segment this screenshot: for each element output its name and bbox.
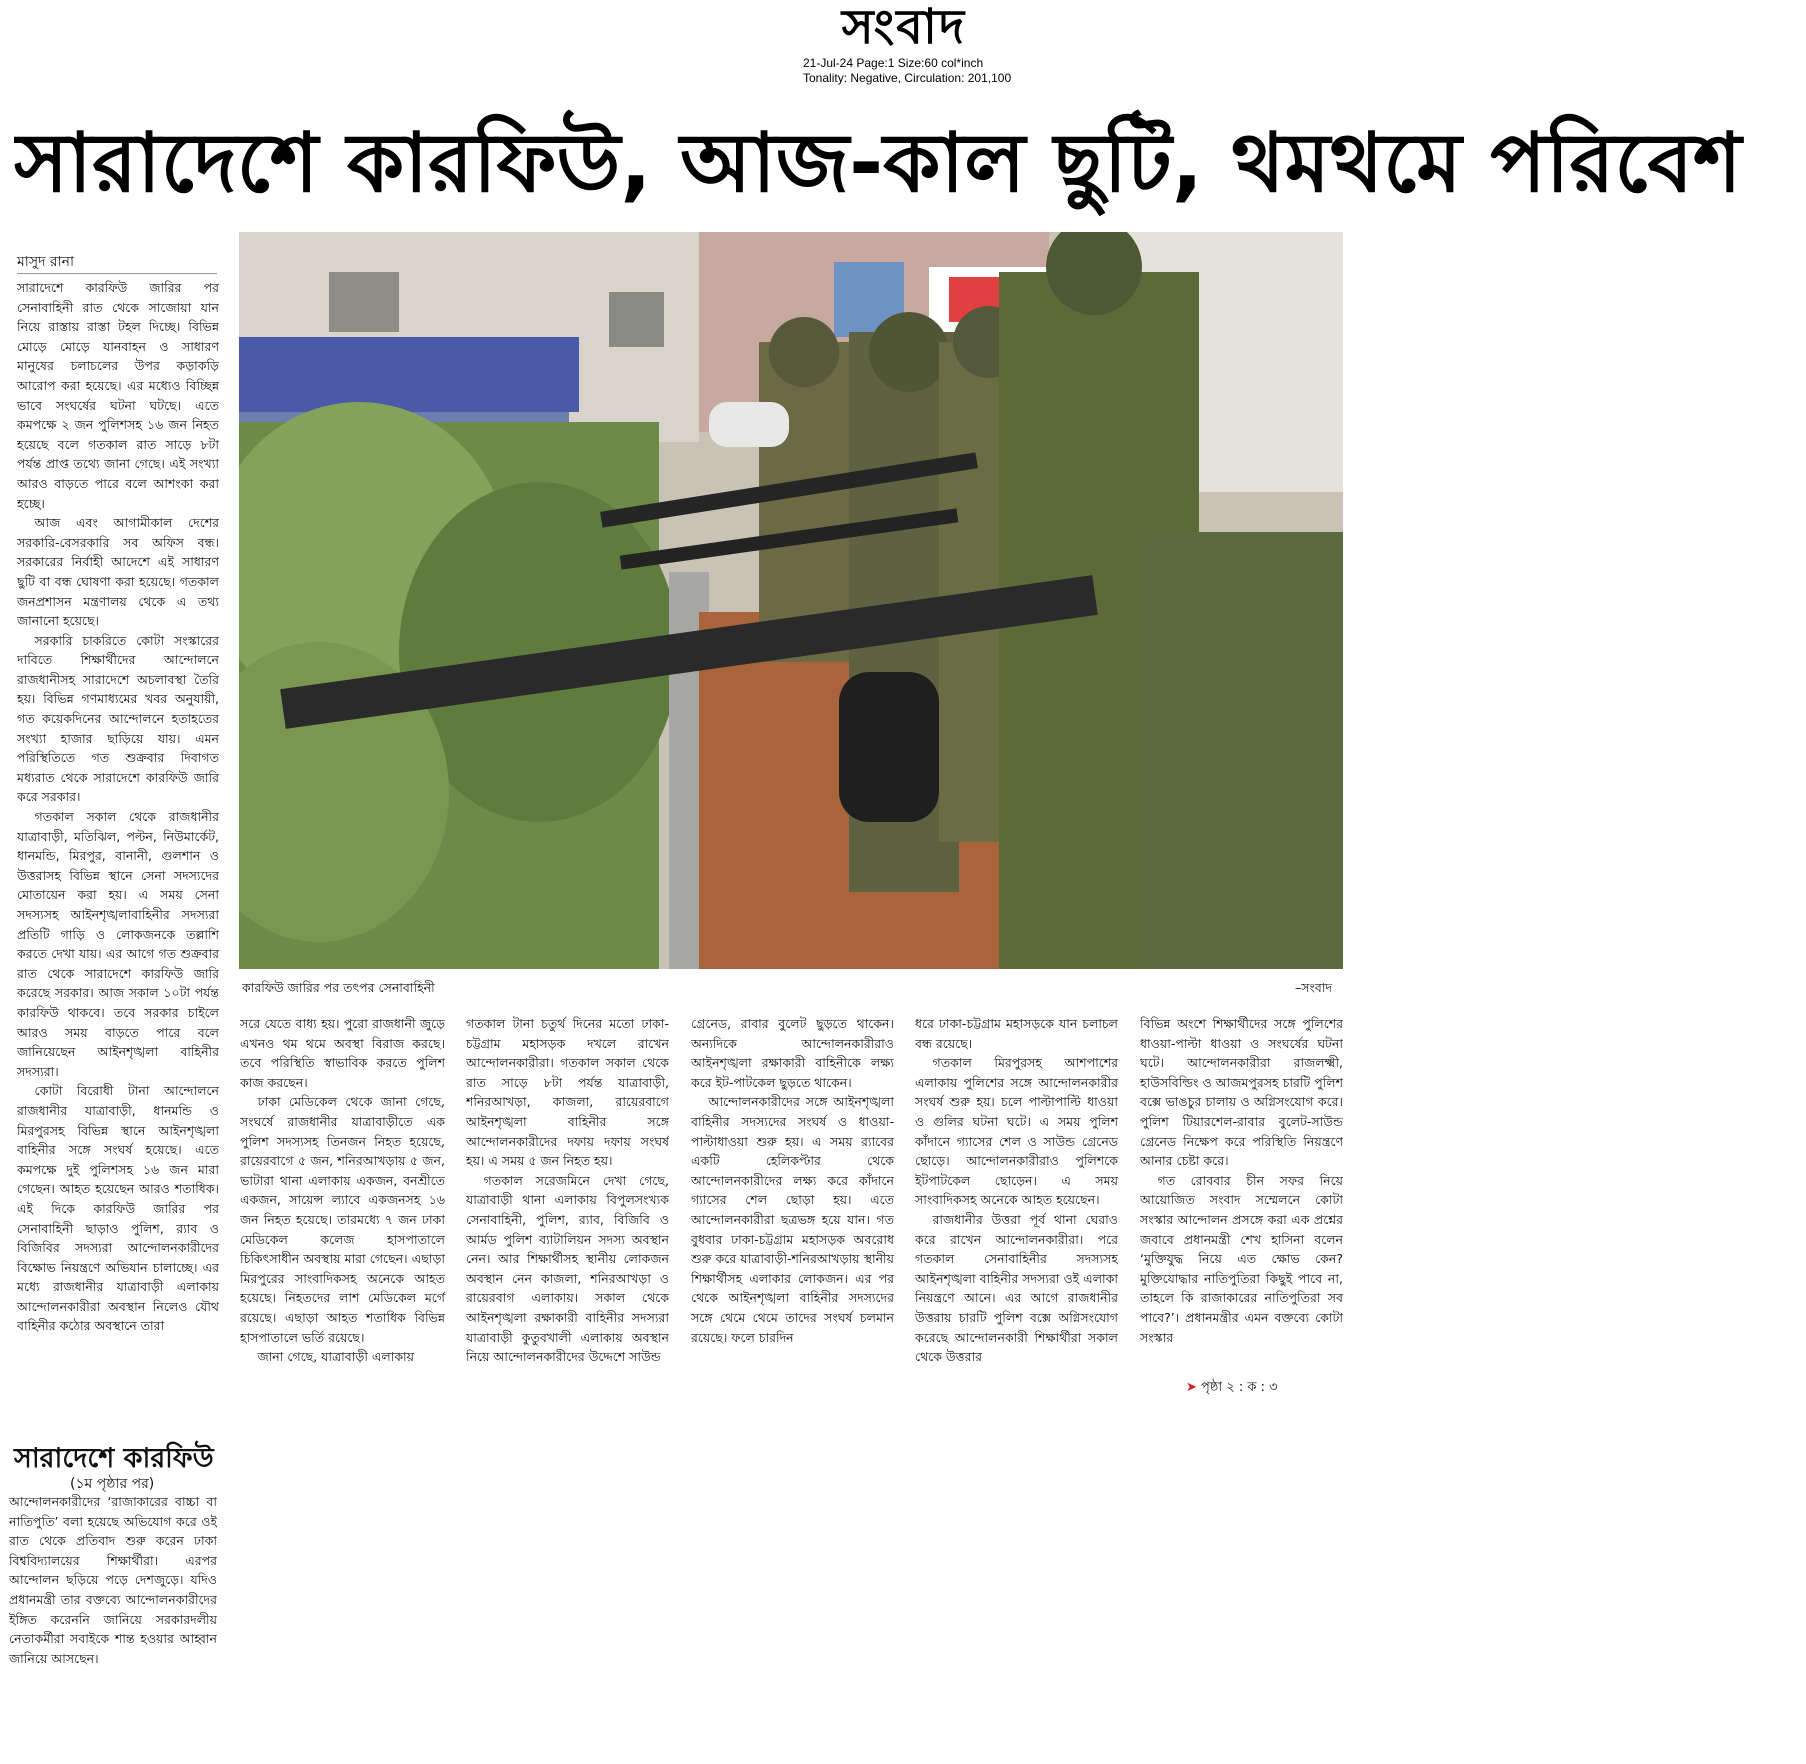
paragraph: ধরে ঢাকা-চট্টগ্রাম মহাসড়কে যান চলাচল বন্ধ রয়েছে।: [915, 1016, 1118, 1051]
news-photo-soldiers: [239, 232, 1343, 969]
paragraph: গতকাল টানা চতুর্থ দিনের মতো ঢাকা-চট্টগ্রাম মহাসড়ক দখলে রাখেন আন্দোলনকারীরা। গতকাল সকাল থেকে রাত সাড়ে ৮টা পর্যন্ত যাত্রাবাড়ী, শনিরআখড়া, কাজলা, রায়েরবাগে আইনশৃঙ্খলা বাহিনীর সঙ্গে আন্দোলনকারীদের দফায় দফায় সংঘর্ষ হয়। এ সময় ৫ জন নিহত হয়।: [466, 1016, 669, 1169]
arrow-right-icon: ➤: [1186, 1380, 1197, 1395]
paragraph: সারাদেশে কারফিউ জারির পর সেনাবাহিনী রাত থেকে সাজোয়া যান নিয়ে রাস্তায় রাস্তা টহল দিচ্ছে। বিভিন্ন মোড়ে মোড়ে যানবাহন ও সাধারণ মানুষের চলাচলের উপর কড়াকড়ি আরোপ করা হয়েছে। এর মধ্যেও বিচ্ছিন্ন ভাবে সংঘর্ষের ঘটনা ঘটছে। এতে কমপক্ষে ২ জন পুলিশসহ ১৬ জন নিহত হয়েছে বলে গতকাল রাত সাড়ে ৮টা পর্যন্ত প্রাপ্ত তথ্যে জানা গেছে। এই সংখ্যা আরও বাড়তে পারে বলে আশংকা করা হচ্ছে।: [17, 280, 219, 511]
continued-on-label: পৃষ্ঠা ২ : ক : ৩: [1201, 1380, 1278, 1395]
continued-on-link[interactable]: [1186, 1378, 1278, 1399]
paragraph: গ্রেনেড, রাবার বুলেট ছুড়তে থাকেন। অন্যদিকে আন্দোলনকারীরাও আইনশৃঙ্খলা রক্ষাকারী বাহিনীকে লক্ষ্য করে ইট-পাটকেল ছুড়তে থাকেন।: [691, 1016, 894, 1090]
paragraph: গতকাল সরেজমিনে দেখা গেছে, যাত্রাবাড়ী থানা এলাকায় বিপুলসংখ্যক সেনাবাহিনী, পুলিশ, র‌্যাব, বিজিবি ও আর্মড পুলিশ ব্যাটালিয়ন সদস্য অবস্থান নেন। আর শিক্ষার্থীসহ স্থানীয় লোকজন অবস্থান নেন কাজলা, শনিরআখড়া ও রায়েরবাগ এলাকায়। সকাল থেকে আইনশৃঙ্খলা রক্ষাকারী বাহিনীর সদস্যরা যাত্রাবাড়ী কুতুবখালী এলাকায় অবস্থান নিয়ে আন্দোলনকারীদের উদ্দেশে সাউন্ড: [466, 1172, 669, 1365]
paragraph: গতকাল সকাল থেকে রাজধানীর যাত্রাবাড়ী, মতিঝিল, পল্টন, নিউমার্কেট, ধানমন্ডি, মিরপুর, বানানী, গুলশান ও উত্তরাসহ বিভিন্ন স্থানে সেনা সদস্যদের মোতায়েন করা হয়। এ সময় সেনা সদস্যসহ আইনশৃঙ্খলাবাহিনীর সদস্যরা প্রতিটি গাড়ি ও লোকজনকে তল্লাশি করতে দেখা যায়। এর আগে গত শুক্রবার রাত থেকে সারাদেশে কারফিউ জারি করেছে সরকার। আজ সকাল ১০টা পর্যন্ত কারফিউ থাকবে। তবে সরকার চাইলে আরও সময় বাড়তে পারে বলে জানিয়েছেন আইনশৃঙ্খলা বাহিনীর সদস্যরা।: [17, 809, 219, 1079]
byline: মাসুদ রানা: [17, 254, 75, 270]
paragraph: রাজধানীর উত্তরা পূর্ব থানা ঘেরাও করে রাখেন আন্দোলনকারীরা। পরে গতকাল সেনাবাহিনীর সদস্যসহ আইনশৃঙ্খলা বাহিনীর সদস্যরা ওই এলাকা নিয়ন্ত্রণে আনে। এর আগে রাজধানীর উত্তরায় চারটি পুলিশ বক্সে অগ্নিসংযোগ করেছে আন্দোলনকারী শিক্ষার্থীরা সকাল থেকে উত্তরার: [915, 1211, 1118, 1365]
byline-divider: [17, 273, 217, 274]
newspaper-logo: সংবাদ: [841, 0, 967, 55]
paragraph: সরে যেতে বাধ্য হয়। পুরো রাজধানী জুড়ে এখনও থম থমে অবস্থা বিরাজ করছে। তবে পরিস্থিতি স্বাভাবিক করতে পুলিশ কাজ করছেন।: [240, 1016, 445, 1090]
paragraph: ঢাকা মেডিকেল থেকে জানা গেছে, সংঘর্ষে রাজধানীর যাত্রাবাড়ীতে এক পুলিশ সদস্যসহ তিনজন নিহত হয়েছে, রায়েরবাগে ৫ জন, শনিরআখড়ায় ৫ জন, ভাটারা থানা এলাকায় একজন, বনশ্রীতে একজন, সায়েন্স ল্যাবে একজনসহ ১৬ জন নিহত হয়েছে। তারমধ্যে ৭ জন ঢাকা মেডিকেল কলেজ হাসপাতালে চিকিৎসাধীন অবস্থায় মারা গেছেন। এছাড়া মিরপুরের সাংবাদিকসহ অনেকে আহত হয়েছে। নিহতদের লাশ মেডিকেল মর্গে রয়েছে। এছাড়া আহত শতাধিক বিভিন্ন হাসপাতালে ভর্তি রয়েছে।: [240, 1094, 445, 1345]
article-column-5: [915, 1014, 1118, 1400]
continuation-column: [9, 1492, 217, 1712]
continuation-subtitle: (১ম পৃষ্ঠার পর): [70, 1476, 155, 1492]
photo-illustration: [239, 232, 1343, 969]
paragraph: আন্দোলনকারীদের ‘রাজাকারের বাচ্চা বা নাতিপুতি’ বলা হয়েছে অভিযোগ করে ওই রাত থেকে প্রতিবাদ শুরু করেন ঢাকা বিশ্ববিদ্যালয়ের শিক্ষার্থীরা। এরপর আন্দোলন ছড়িয়ে পড়ে দেশজুড়ে। যদিও প্রধানমন্ত্রী তার বক্তব্যে আন্দোলনকারীদের ইঙ্গিত করেননি জানিয়ে সরকারদলীয় নেতাকর্মীরা সবাইকে শান্ত হওয়ার আহ্বান জানিয়ে আসছেন।: [9, 1494, 217, 1666]
paragraph: আন্দোলনকারীদের সঙ্গে আইনশৃঙ্খলা বাহিনীর সদস্যদের সংঘর্ষ ও ধাওয়া- পাল্টাধাওয়া শুরু হয়। এ সময় র‌্যাবের একটি হেলিকপ্টার থেকে আন্দোলনকারীদের লক্ষ্য করে কাঁদানে গ্যাসের শেল ছোড়া হয়। এতে আন্দোলনকারীরা ছত্রভঙ্গ হয়ে যান। গত বুধবার ঢাকা-চট্টগ্রাম মহাসড়ক অবরোধ শুরু করে যাত্রাবাড়ী-শনিরআখড়ায় স্থানীয় শিক্ষার্থীসহ এলাকার লোকজন। এর পর থেকে আইনশৃঙ্খলা বাহিনীর সদস্যদের সঙ্গে থেমে থেমে তাদের সংঘর্ষ চলমান রয়েছে। ফলে চারদিন: [691, 1094, 894, 1345]
article-column-4: [691, 1014, 894, 1400]
paragraph: কোটা বিরোধী টানা আন্দোলনে রাজধানীর যাত্রাবাড়ী, ধানমন্ডি ও মিরপুরসহ বিভিন্ন স্থানে আইনশৃঙ্খলা বাহিনীর সঙ্গে সংঘর্ষ হয়েছে। এতে কমপক্ষে দুই পুলিশসহ ১৬ জন মারা গেছেন। আহত হয়েছেন আরও শতাধিক। এই দিকে কারফিউ জারির পর সেনাবাহিনী ছাড়াও পুলিশ, র‌্যাব ও বিজিবির সদস্যরা আন্দোলনকারীদের বিক্ষোভ নিয়ন্ত্রণে অভিযান চালাচ্ছে। এর মধ্যে রাজধানীর যাত্রাবাড়ী এলাকায় আন্দোলনকারীরা অবস্থান নিলেও যৌথ বাহিনীর কঠোর অবস্থানে তারা: [17, 1083, 219, 1334]
continuation-title: সারাদেশে কারফিউ: [14, 1443, 214, 1474]
paragraph: গতকাল মিরপুরসহ আশপাশের এলাকায় পুলিশের সঙ্গে আন্দোলনকারীর সংঘর্ষ শুরু হয়। চলে পাল্টাপাল্টি ধাওয়া ও গুলির ঘটনা ঘটে। এ সময় পুলিশ কাঁদানে গ্যাসের শেল ও সাউন্ড গ্রেনেড ছোড়ে। আন্দোলনকারীরাও পুলিশকে ইটপাটকেল ছোড়েন। এ সময় সাংবাদিকসহ অনেকে আহত হয়েছেন।: [915, 1055, 1118, 1208]
article-column-3: [466, 1014, 669, 1400]
paragraph: আজ এবং আগামীকাল দেশের সরকারি-বেসরকারি সব অফিস বন্ধ। সরকারের নির্বাহী আদেশে এই সাধারণ ছুটি বা বন্ধ ঘোষণা করা হয়েছে। গতকাল জনপ্রশাসন মন্ত্রণালয় থেকে এ তথ্য জানানো হয়েছে।: [17, 515, 219, 629]
paragraph: বিভিন্ন অংশে শিক্ষার্থীদের সঙ্গে পুলিশের ধাওয়া-পাল্টা ধাওয়া ও সংঘর্ষের ঘটনা ঘটে। আন্দোলনকারীরা রাজলক্ষ্মী, হাউসবিল্ডিং ও আজমপুরসহ চারটি পুলিশ বক্সে ভাঙচুর চালায় ও অগ্নিসংযোগ করে। পুলিশ টিয়ারশেল-রাবার বুলেট-সাউন্ড গ্রেনেড নিক্ষেপ করে পরিস্থিতি নিয়ন্ত্রণে আনার চেষ্টা করে।: [1140, 1016, 1343, 1169]
clipping-meta-tonality: Tonality: Negative, Circulation: 201,100: [803, 71, 1012, 85]
paragraph: জানা গেছে, যাত্রাবাড়ী এলাকায়: [257, 1349, 415, 1365]
article-column-1: [17, 278, 219, 1400]
paragraph: সরকারি চাকরিতে কোটা সংস্কারের দাবিতে শিক্ষার্থীদের আন্দোলনে রাজধানীসহ সারাদেশে অচলাবস্থা তৈরি হয়। বিভিন্ন গণমাধ্যমের খবর অনুযায়ী, গত কয়েকদিনের আন্দোলনে হতাহতের সংখ্যা হাজার ছাড়িয়ে যায়। এমন পরিস্থিতিতে গত শুক্রবার দিবাগত মধ্যরাত থেকে সারাদেশে কারফিউ জারি করে সরকার।: [17, 632, 219, 805]
clipping-meta-date: 21-Jul-24 Page:1 Size:60 col*inch: [803, 56, 984, 70]
photo-caption: কারফিউ জারির পর তৎপর সেনাবাহিনী: [242, 980, 435, 995]
main-headline: সারাদেশে কারফিউ, আজ-কাল ছুটি, থমথমে পরিবেশ: [14, 116, 1742, 211]
paragraph: গত রোববার চীন সফর নিয়ে আয়োজিত সংবাদ সম্মেলনে কোটা সংস্কার আন্দোলন প্রসঙ্গে করা এক প্রশ্নের জবাবে প্রধানমন্ত্রী শেখ হাসিনা বলেন ‘মুক্তিযুদ্ধ নিয়ে এত ক্ষোভ কেন? মুক্তিযোদ্ধার নাতিপুতিরা কিছুই পাবে না, তাহলে কি রাজাকারের নাতিপুতিরা সব পাবে?’। প্রধানমন্ত্রীর এমন বক্তব্যে কোটা সংস্কার: [1140, 1172, 1343, 1345]
article-column-2: [240, 1014, 445, 1400]
masthead: [0, 0, 1806, 88]
article-column-6: [1140, 1014, 1343, 1386]
photo-credit: –সংবাদ: [1295, 980, 1333, 995]
